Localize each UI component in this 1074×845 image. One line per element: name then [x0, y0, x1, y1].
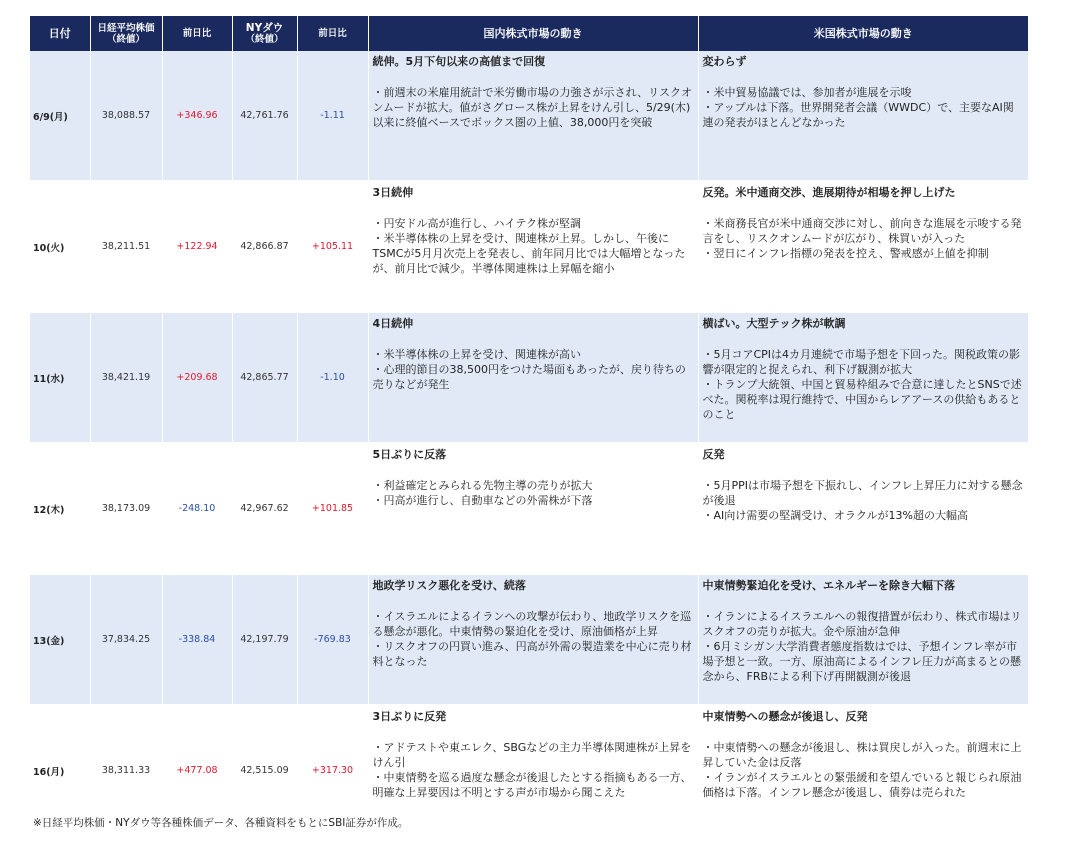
- us-market-bullet: ・中東情勢への懸念が後退し、株は買戻しが入った。前週末に上昇していた金は反落: [702, 741, 1022, 769]
- row-dow-close: 42,865.77: [232, 312, 297, 443]
- us-market-comment: [698, 705, 1028, 836]
- header-dow-line2: （終値）: [245, 33, 284, 45]
- row-date: 12(木): [30, 443, 90, 574]
- row-dow-close: 42,515.09: [232, 705, 297, 836]
- row-nikkei-change: -248.10: [162, 443, 232, 574]
- header-date: 日付: [30, 16, 90, 51]
- row-nikkei-close: 38,088.57: [90, 51, 162, 181]
- us-market-bullet: ・イランによるイスラエルへの報復措置が伝わり、株式市場はリスクオフの売りが拡大。金や原油が急伸: [702, 610, 1022, 638]
- table-row: [30, 443, 1028, 574]
- header-us-market: 米国株式市場の動き: [698, 16, 1028, 51]
- us-market-bullet: ・翌日にインフレ指標の発表を控え、警戒感が上値を抑制: [702, 247, 989, 260]
- jp-market-headline: 地政学リスク悪化を受け、続落: [372, 579, 526, 592]
- us-market-bullet: ・5月コアCPIは4カ月連続で市場予想を下回った。関税政策の影響が限定的と捉えられ、利下げ観測が拡大: [702, 348, 1021, 376]
- row-nikkei-close: 38,211.51: [90, 181, 162, 312]
- header-nikkei-line2: （終値）: [106, 33, 145, 45]
- us-market-headline: 変わらず: [702, 55, 747, 68]
- table-row: [30, 574, 1028, 705]
- row-nikkei-close: 37,834.25: [90, 574, 162, 705]
- row-nikkei-close: 38,421.19: [90, 312, 162, 443]
- table-row: [30, 312, 1028, 443]
- us-market-bullet: ・イランがイスラエルとの緊張緩和を望んでいると報じられ原油価格は下落。インフレ懸念が後退し、債券は売られた: [702, 771, 1022, 799]
- jp-market-bullet: ・イスラエルによるイランへの攻撃が伝わり、地政学リスクを巡る懸念が悪化。中東情勢の緊迫化を受け、原油価格が上昇: [372, 610, 692, 638]
- us-market-headline: 中東情勢への懸念が後退し、反発: [702, 710, 868, 723]
- jp-market-headline: 3日続伸: [372, 186, 414, 199]
- header-nikkei-line1: 日経平均株価: [97, 22, 155, 34]
- jp-market-comment: [368, 181, 698, 312]
- jp-market-bullet: ・中東情勢を巡る過度な懸念が後退したとする指摘もある一方、明確な上昇要因は不明とする声が市場から聞こえた: [372, 771, 692, 799]
- row-dow-change: +317.30: [297, 705, 368, 836]
- header-nikkei: [90, 16, 162, 51]
- footnote: ※日経平均株価・NYダウ等各種株価データ、各種資料をもとにSBI証券が作成。: [33, 817, 409, 829]
- us-market-headline: 反発。米中通商交渉、進展期待が相場を押し上げた: [702, 186, 956, 199]
- jp-market-comment: [368, 705, 698, 836]
- row-dow-close: 42,197.79: [232, 574, 297, 705]
- us-market-comment: [698, 443, 1028, 574]
- us-market-bullet: ・AI向け需要の堅調受け、オラクルが13%超の大幅高: [702, 509, 968, 522]
- us-market-headline: 中東情勢緊迫化を受け、エネルギーを除き大幅下落: [702, 579, 956, 592]
- header-jp-market: 国内株式市場の動き: [368, 16, 698, 51]
- jp-market-headline: 5日ぶりに反落: [372, 448, 447, 461]
- us-market-headline: 横ばい。大型テック株が軟調: [702, 317, 846, 330]
- jp-market-comment: [368, 574, 698, 705]
- jp-market-bullet: ・前週末の米雇用統計で米労働市場の力強さが示され、リスクオンムードが拡大。値がさグロース株が上昇をけん引し、5/29(木)以来に終値ベースでボックス圏の上値、38,000円を突破: [372, 86, 692, 129]
- row-nikkei-change: +346.96: [162, 51, 232, 181]
- jp-market-bullet: ・リスクオフの円買い進み、円高が外需の製造業を中心に売り材料となった: [372, 640, 692, 668]
- header-dow-change: 前日比: [297, 16, 368, 51]
- row-nikkei-change: +477.08: [162, 705, 232, 836]
- jp-market-bullet: ・アドテストや東エレク、SBGなどの主力半導体関連株が上昇をけん引: [372, 741, 692, 769]
- us-market-bullet: ・米商務長官が米中通商交渉に対し、前向きな進展を示唆する発言をし、リスクオンムードが広がり、株買いが入った: [702, 217, 1022, 245]
- table-row: [30, 181, 1028, 312]
- us-market-bullet: ・トランプ大統領、中国と貿易枠組みで合意に達したとSNSで述べた。関税率は現行維持で、中国からレアアースの供給もあるとのこと: [702, 378, 1022, 421]
- table-body: [30, 51, 1028, 836]
- header-dow-line1: NYダウ: [245, 21, 284, 34]
- row-nikkei-close: 38,173.09: [90, 443, 162, 574]
- jp-market-headline: 3日ぶりに反発: [372, 710, 447, 723]
- us-market-comment: [698, 574, 1028, 705]
- us-market-bullet: ・5月PPIは市場予想を下振れし、インフレ上昇圧力に対する懸念が後退: [702, 479, 1023, 507]
- row-nikkei-close: 38,311.33: [90, 705, 162, 836]
- row-dow-change: -1.10: [297, 312, 368, 443]
- row-dow-change: +105.11: [297, 181, 368, 312]
- row-date: 6/9(月): [30, 51, 90, 181]
- us-market-comment: [698, 181, 1028, 312]
- jp-market-bullet: ・米半導体株の上昇を受け、関連株が上昇。しかし、午後にTSMCが5月月次売上を発表し、前年同月比では大幅増となったが、前月比で減少。半導体関連株は上昇幅を縮小: [372, 232, 686, 275]
- row-dow-change: -769.83: [297, 574, 368, 705]
- us-market-headline: 反発: [702, 448, 725, 461]
- row-date: 13(金): [30, 574, 90, 705]
- us-market-comment: [698, 51, 1028, 181]
- jp-market-headline: 4日続伸: [372, 317, 414, 330]
- us-market-comment: [698, 312, 1028, 443]
- row-dow-close: 42,866.87: [232, 181, 297, 312]
- row-nikkei-change: +209.68: [162, 312, 232, 443]
- table-row: [30, 51, 1028, 181]
- us-market-bullet: ・アップルは下落。世界開発者会議（WWDC）で、主要なAI関連の発表がほとんどなかった: [702, 101, 1014, 129]
- jp-market-comment: [368, 312, 698, 443]
- header-row: [30, 16, 1028, 51]
- row-dow-close: 42,967.62: [232, 443, 297, 574]
- header-dow: [232, 16, 297, 51]
- jp-market-bullet: ・円高が進行し、自動車などの外需株が下落: [372, 494, 593, 507]
- jp-market-comment: [368, 443, 698, 574]
- row-dow-change: -1.11: [297, 51, 368, 181]
- row-dow-change: +101.85: [297, 443, 368, 574]
- row-dow-close: 42,761.76: [232, 51, 297, 181]
- us-market-bullet: ・6月ミシガン大学消費者態度指数はでは、予想インフレ率が市場予想と一致。一方、原油高によるインフレ圧力が高まるとの懸念から、FRBによる利下げ再開観測が後退: [702, 640, 1022, 683]
- jp-market-bullet: ・米半導体株の上昇を受け、関連株が高い: [372, 348, 582, 361]
- jp-market-bullet: ・円安ドル高が進行し、ハイテク株が堅調: [372, 217, 582, 230]
- jp-market-comment: [368, 51, 698, 181]
- header-nikkei-change: 前日比: [162, 16, 232, 51]
- row-date: 10(火): [30, 181, 90, 312]
- jp-market-bullet: ・利益確定とみられる先物主導の売りが拡大: [372, 479, 593, 492]
- jp-market-headline: 続伸。5月下旬以来の高値まで回復: [372, 55, 546, 68]
- row-date: 11(水): [30, 312, 90, 443]
- jp-market-bullet: ・心理的節目の38,500円をつけた場面もあったが、戻り待ちの売りなどが発生: [372, 363, 686, 391]
- row-date: 16(月): [30, 705, 90, 836]
- us-market-bullet: ・米中貿易協議では、参加者が進展を示唆: [702, 86, 912, 99]
- row-nikkei-change: +122.94: [162, 181, 232, 312]
- row-nikkei-change: -338.84: [162, 574, 232, 705]
- market-summary-table: [30, 16, 1029, 837]
